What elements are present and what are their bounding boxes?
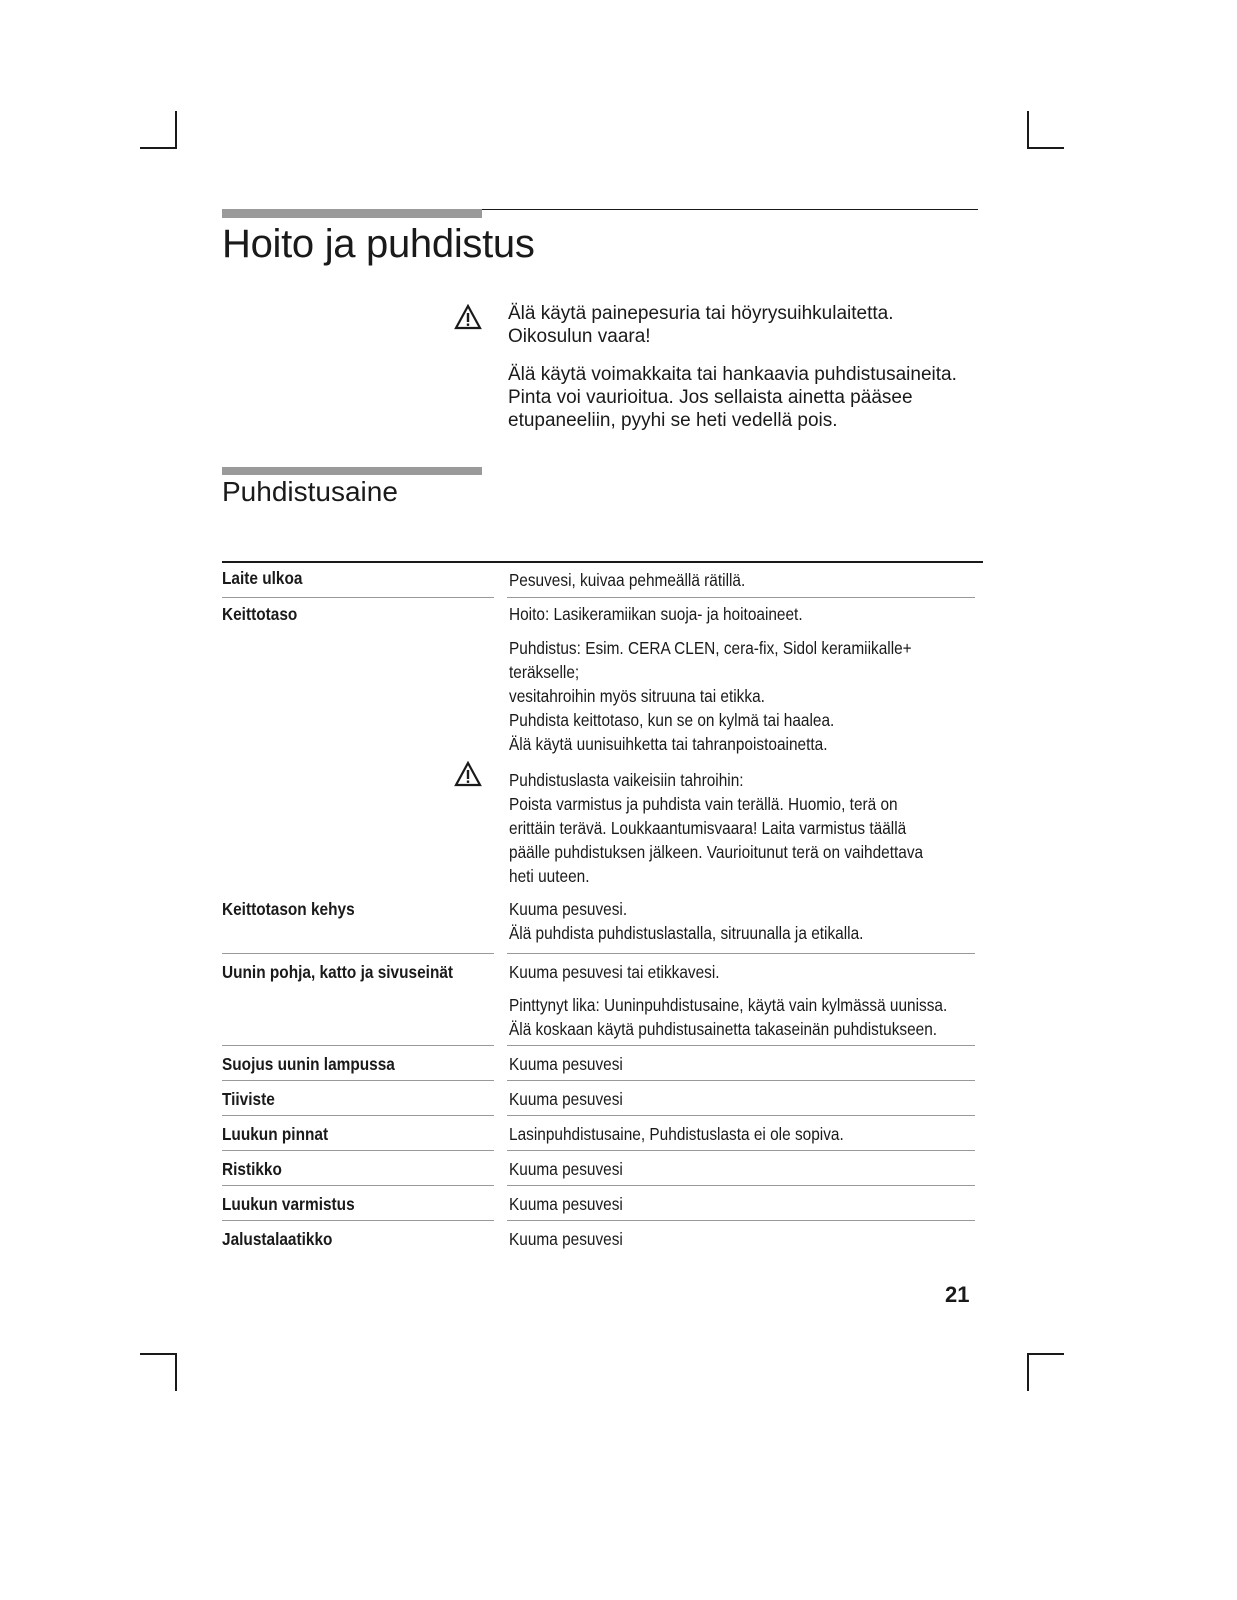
page-title: Hoito ja puhdistus [222, 222, 535, 266]
section-grey-bar [222, 467, 482, 475]
row-divider [222, 1080, 494, 1081]
row-divider [507, 1080, 975, 1081]
row-divider [507, 1115, 975, 1116]
row-divider [507, 1220, 975, 1221]
crop-mark-bl-h [140, 1353, 177, 1355]
warning-text-1: Älä käytä painepesuria tai höyrysuihkulaitetta. Oikosulun vaara! [508, 303, 894, 347]
row-divider [507, 1185, 975, 1186]
title-rule [482, 209, 978, 210]
crop-mark-tr-v [1027, 111, 1029, 149]
table-row-text: Puhdistuslasta vaikeisiin tahroihin: Poista varmistus ja puhdista vain terällä. Huomio, terä on erittäin terävä. Loukkaantumisvaara! Laita varmistus täällä päälle puhdistuksen jälkeen. Vaurioitunut terä on vaihdettava heti uuteen. [509, 770, 924, 886]
row-divider [507, 1150, 975, 1151]
row-divider [222, 1150, 494, 1151]
warning-icon [454, 761, 482, 787]
row-divider [222, 597, 494, 598]
table-row-text: Hoito: Lasikeramiikan suoja- ja hoitoaineet. [509, 604, 803, 624]
row-divider [507, 1045, 975, 1046]
table-row-label: Luukun pinnat [222, 1124, 329, 1144]
crop-mark-tl-h [140, 147, 177, 149]
crop-mark-tl-v [175, 111, 177, 149]
table-row-text: Pinttynyt lika: Uuninpuhdistusaine, käytä vain kylmässä uunissa. Älä koskaan käytä puhdistusainetta takaseinän puhdistukseen. [509, 995, 948, 1039]
row-divider [222, 1115, 494, 1116]
table-row-label: Tiiviste [222, 1089, 275, 1109]
table-row-label: Luukun varmistus [222, 1194, 355, 1214]
warning-text-2: Älä käytä voimakkaita tai hankaavia puhdistusaineita. Pinta voi vaurioitua. Jos sellaista ainetta pääsee etupaneeliin, pyyhi se heti vedellä pois. [508, 364, 957, 431]
page-number: 21 [945, 1282, 970, 1307]
warning-icon [454, 304, 482, 330]
table-row-label: Jalustalaatikko [222, 1229, 333, 1249]
crop-mark-br-h [1027, 1353, 1064, 1355]
table-row-label: Suojus uunin lampussa [222, 1054, 395, 1074]
table-row-text: Kuuma pesuvesi [509, 1194, 623, 1214]
section-title: Puhdistusaine [222, 476, 398, 507]
row-divider [507, 597, 975, 598]
table-row-text: Lasinpuhdistusaine, Puhdistuslasta ei ole sopiva. [509, 1124, 844, 1144]
table-row-text: Kuuma pesuvesi [509, 1159, 623, 1179]
row-divider [222, 1045, 494, 1046]
row-divider [222, 953, 494, 954]
table-row-text: Puhdistus: Esim. CERA CLEN, cera-fix, Sidol keramiikalle+ teräkselle; vesitahroihin myös sitruuna tai etikka. Puhdista keittotaso, kun se on kylmä tai haalea. Älä käytä uunisuihketta tai tahranpoistoainetta. [509, 638, 912, 754]
table-row-label: Keittotaso [222, 604, 298, 624]
table-row-text: Kuuma pesuvesi. Älä puhdista puhdistuslastalla, sitruunalla ja etikalla. [509, 899, 864, 943]
table-top-rule [222, 561, 983, 563]
row-divider [222, 1185, 494, 1186]
table-row-text: Kuuma pesuvesi [509, 1229, 623, 1249]
table-row-label: Ristikko [222, 1159, 282, 1179]
table-row-text: Kuuma pesuvesi [509, 1089, 623, 1109]
row-divider [507, 953, 975, 954]
table-row-text: Pesuvesi, kuivaa pehmeällä rätillä. [509, 570, 746, 590]
table-row-text: Kuuma pesuvesi tai etikkavesi. [509, 962, 720, 982]
crop-mark-tr-h [1027, 147, 1064, 149]
table-row-label: Keittotason kehys [222, 899, 355, 919]
crop-mark-br-v [1027, 1353, 1029, 1391]
table-row-label: Uunin pohja, katto ja sivuseinät [222, 962, 454, 982]
crop-mark-bl-v [175, 1353, 177, 1391]
row-divider [222, 1220, 494, 1221]
title-grey-bar [222, 209, 482, 218]
table-row-text: Kuuma pesuvesi [509, 1054, 623, 1074]
table-row-label: Laite ulkoa [222, 568, 303, 588]
